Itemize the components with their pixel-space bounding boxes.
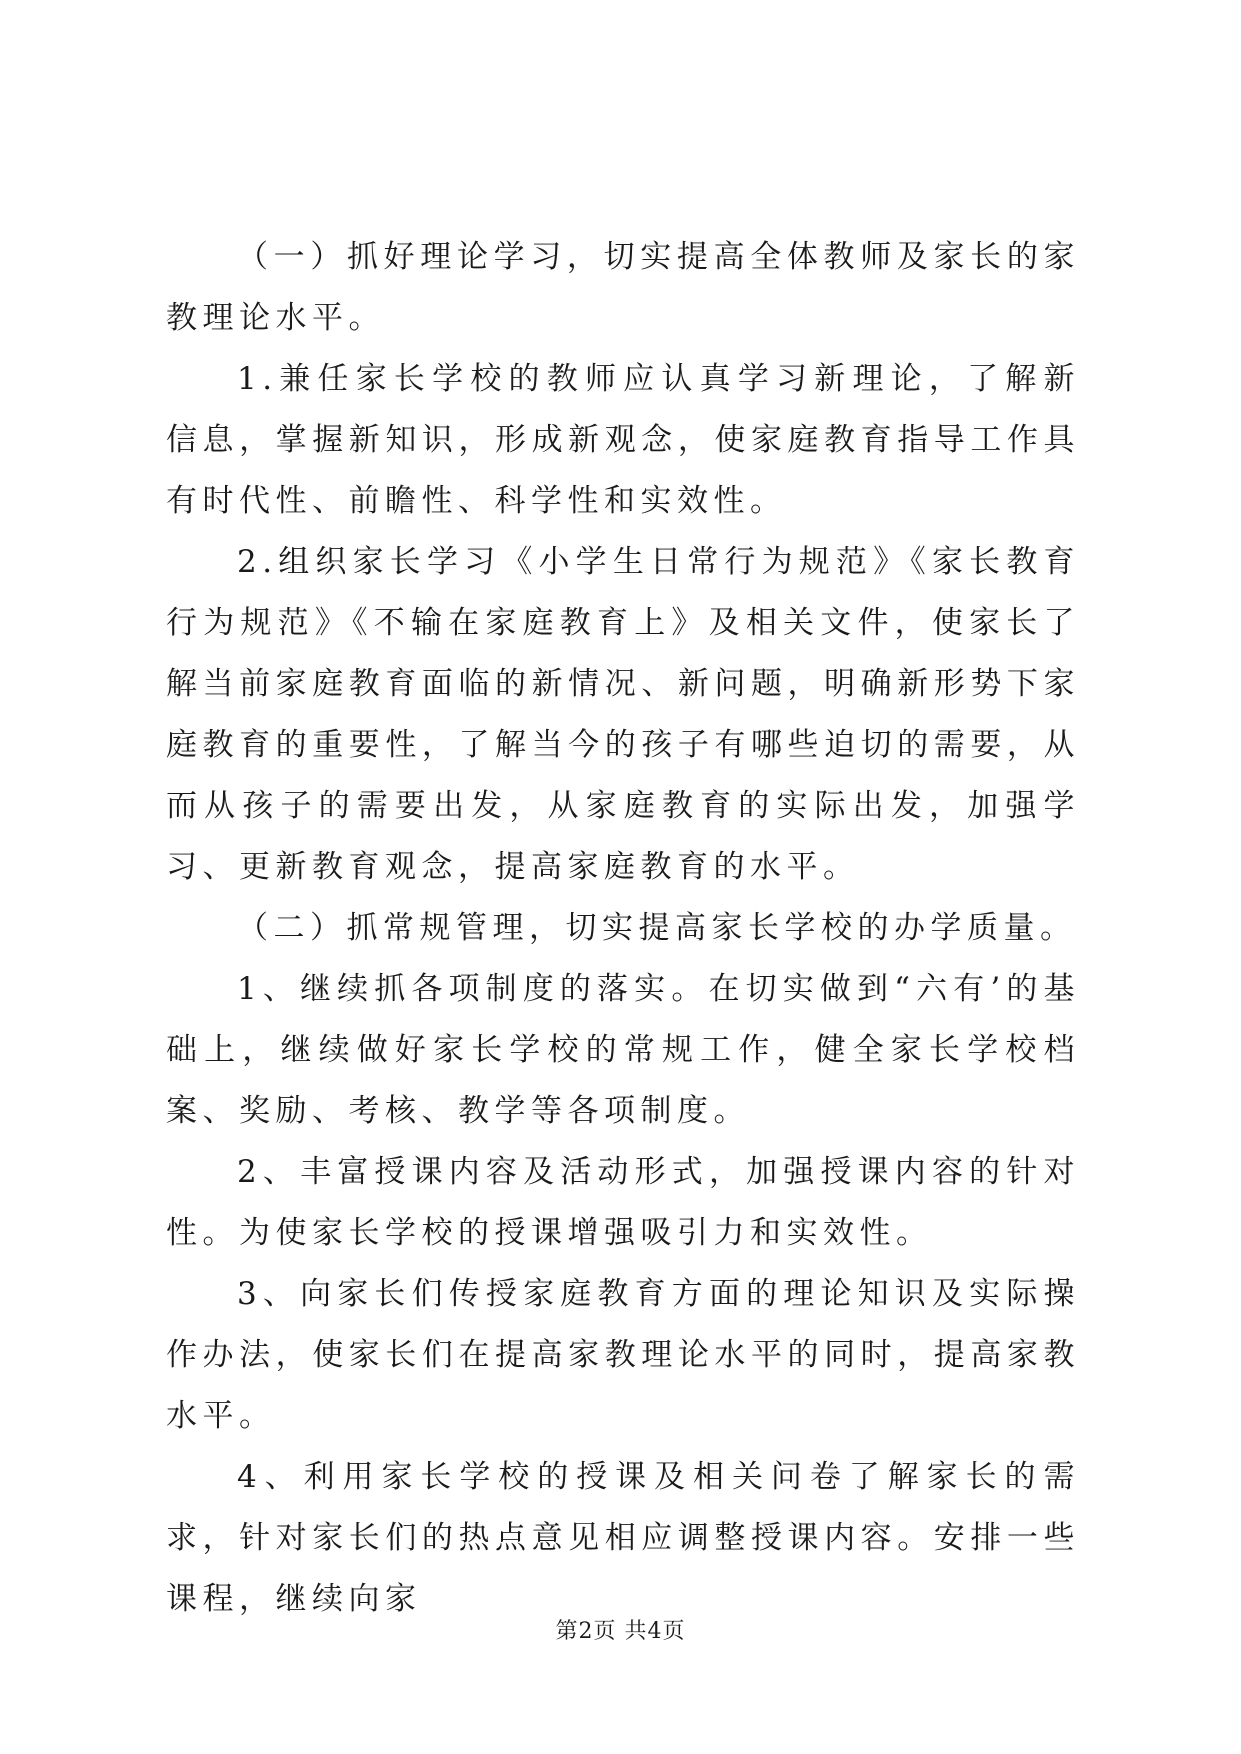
paragraph-item-2: 2.组织家长学习《小学生日常行为规范》《家长教育行为规范》《不输在家庭教育上》及相关文件，使家长了解当前家庭教育面临的新情况、新问题，明确新形势下家庭教育的重要性，了解当今的孩子有哪些迫切的需要，从而从孩子的需要出发，从家庭教育的实际出发，加强学习、更新教育观念，提高家庭教育的水平。	[166, 544, 1080, 885]
page-number-footer: 第2页 共4页	[555, 1619, 686, 1644]
paragraph-item-6: 4、利用家长学校的授课及相关问卷了解家长的需求，针对家长们的热点意见相应调整授课内容。安排一些课程，继续向家	[166, 1459, 1080, 1617]
section-heading-1: （一）抓好理论学习，切实提高全体教师及家长的家教理论水平。	[166, 239, 1080, 336]
document-body	[166, 227, 1080, 1630]
paragraph-item-5: 3、向家长们传授家庭教育方面的理论知识及实际操作办法，使家长们在提高家教理论水平的同时，提高家教水平。	[166, 1276, 1080, 1434]
section-heading-2: （二）抓常规管理，切实提高家长学校的办学质量。	[237, 910, 1077, 946]
paragraph-item-1: 1.兼任家长学校的教师应认真学习新理论，了解新信息，掌握新知识，形成新观念，使家庭教育指导工作具有时代性、前瞻性、科学性和实效性。	[166, 361, 1080, 519]
paragraph-item-3: 1、继续抓各项制度的落实。在切实做到“六有’的基础上，继续做好家长学校的常规工作，健全家长学校档案、奖励、考核、教学等各项制度。	[166, 971, 1080, 1129]
paragraph-item-4: 2、丰富授课内容及活动形式，加强授课内容的针对性。为使家长学校的授课增强吸引力和实效性。	[166, 1154, 1080, 1251]
